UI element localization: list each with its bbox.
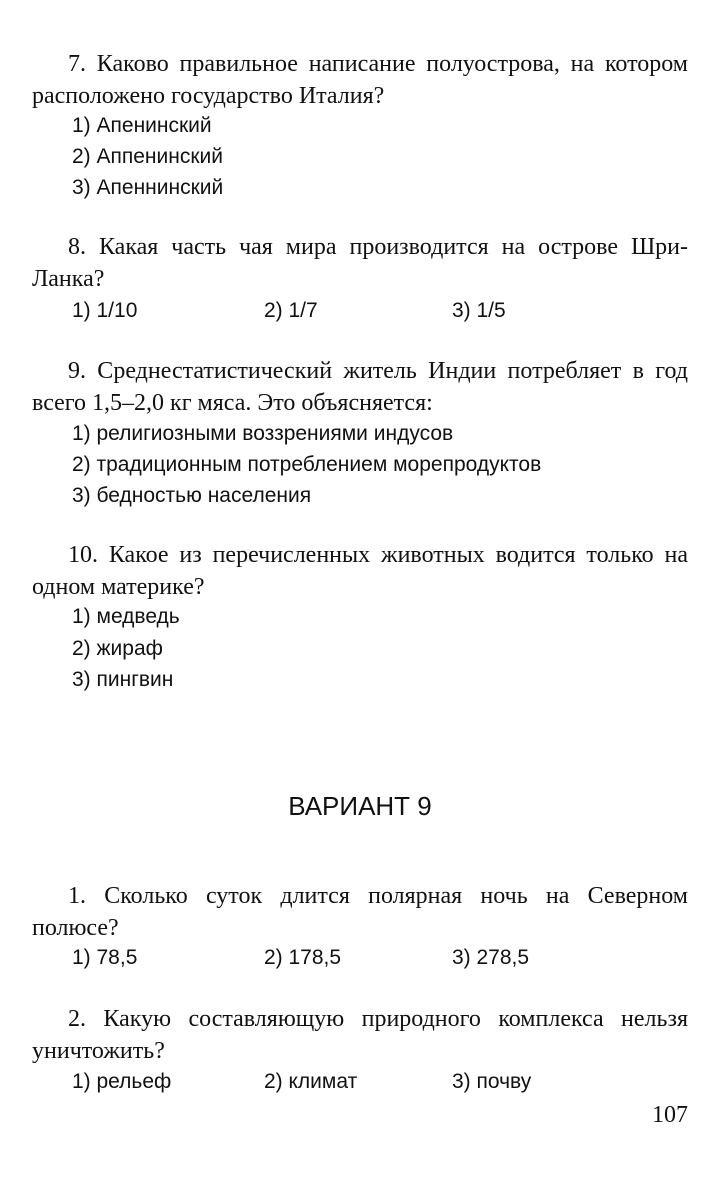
variant-heading: ВАРИАНТ 9: [288, 791, 432, 821]
variant-9-question-2-answer-1: 1) рельеф: [72, 1070, 172, 1093]
question-8-answer-1: 1) 1/10: [72, 299, 138, 322]
question-10-text: 10. Какое из перечисленных животных водится только на одном материке?: [32, 542, 688, 600]
question-9-answer-3: 3) бедностью населения: [72, 484, 312, 507]
question-7-answer-3: 3) Апеннинский: [72, 176, 224, 199]
variant-9-question-1-answer-1: 1) 78,5: [72, 946, 138, 969]
variant-9-question-2: [32, 1003, 688, 1067]
question-9-answer-1: 1) религиозными воззрениями индусов: [72, 422, 454, 445]
question-7-text: 7. Каково правильное написание полуострова, на котором расположено государство Италия?: [32, 51, 688, 109]
question-7-answer-2: 2) Аппенинский: [72, 145, 224, 168]
page-number: 107: [652, 1102, 688, 1128]
variant-9-question-1-text: 1. Сколько суток длится полярная ночь на Северном полюсе?: [32, 883, 688, 941]
question-10-answer-3: 3) пингвин: [72, 668, 174, 691]
question-9-answer-2: 2) традиционным потреблением морепродуктов: [72, 453, 542, 476]
question-7-answer-1: 1) Апенинский: [72, 114, 212, 137]
question-8-text: 8. Какая часть чая мира производится на острове Шри-Ланка?: [32, 234, 688, 292]
variant-9-question-1: [32, 880, 688, 944]
variant-9-question-2-text: 2. Какую составляющую природного комплекса нельзя уничтожить?: [32, 1006, 688, 1064]
variant-9-question-1-answer-2: 2) 178,5: [264, 946, 342, 969]
question-8-answer-2: 2) 1/7: [264, 299, 318, 322]
question-10-answer-1: 1) медведь: [72, 605, 180, 628]
variant-9-question-2-answer-2: 2) климат: [264, 1070, 358, 1093]
variant-9-question-1-answer-3: 3) 278,5: [452, 946, 530, 969]
question-7: [32, 48, 688, 112]
question-10: [32, 539, 688, 603]
question-9: [32, 355, 688, 419]
question-8: [32, 231, 688, 295]
question-8-answer-3: 3) 1/5: [452, 299, 506, 322]
question-10-answer-2: 2) жираф: [72, 637, 163, 660]
variant-9-question-2-answer-3: 3) почву: [452, 1070, 532, 1093]
question-9-text: 9. Среднестатистический житель Индии потребляет в год всего 1,5–2,0 кг мяса. Это объясняется:: [32, 358, 688, 416]
